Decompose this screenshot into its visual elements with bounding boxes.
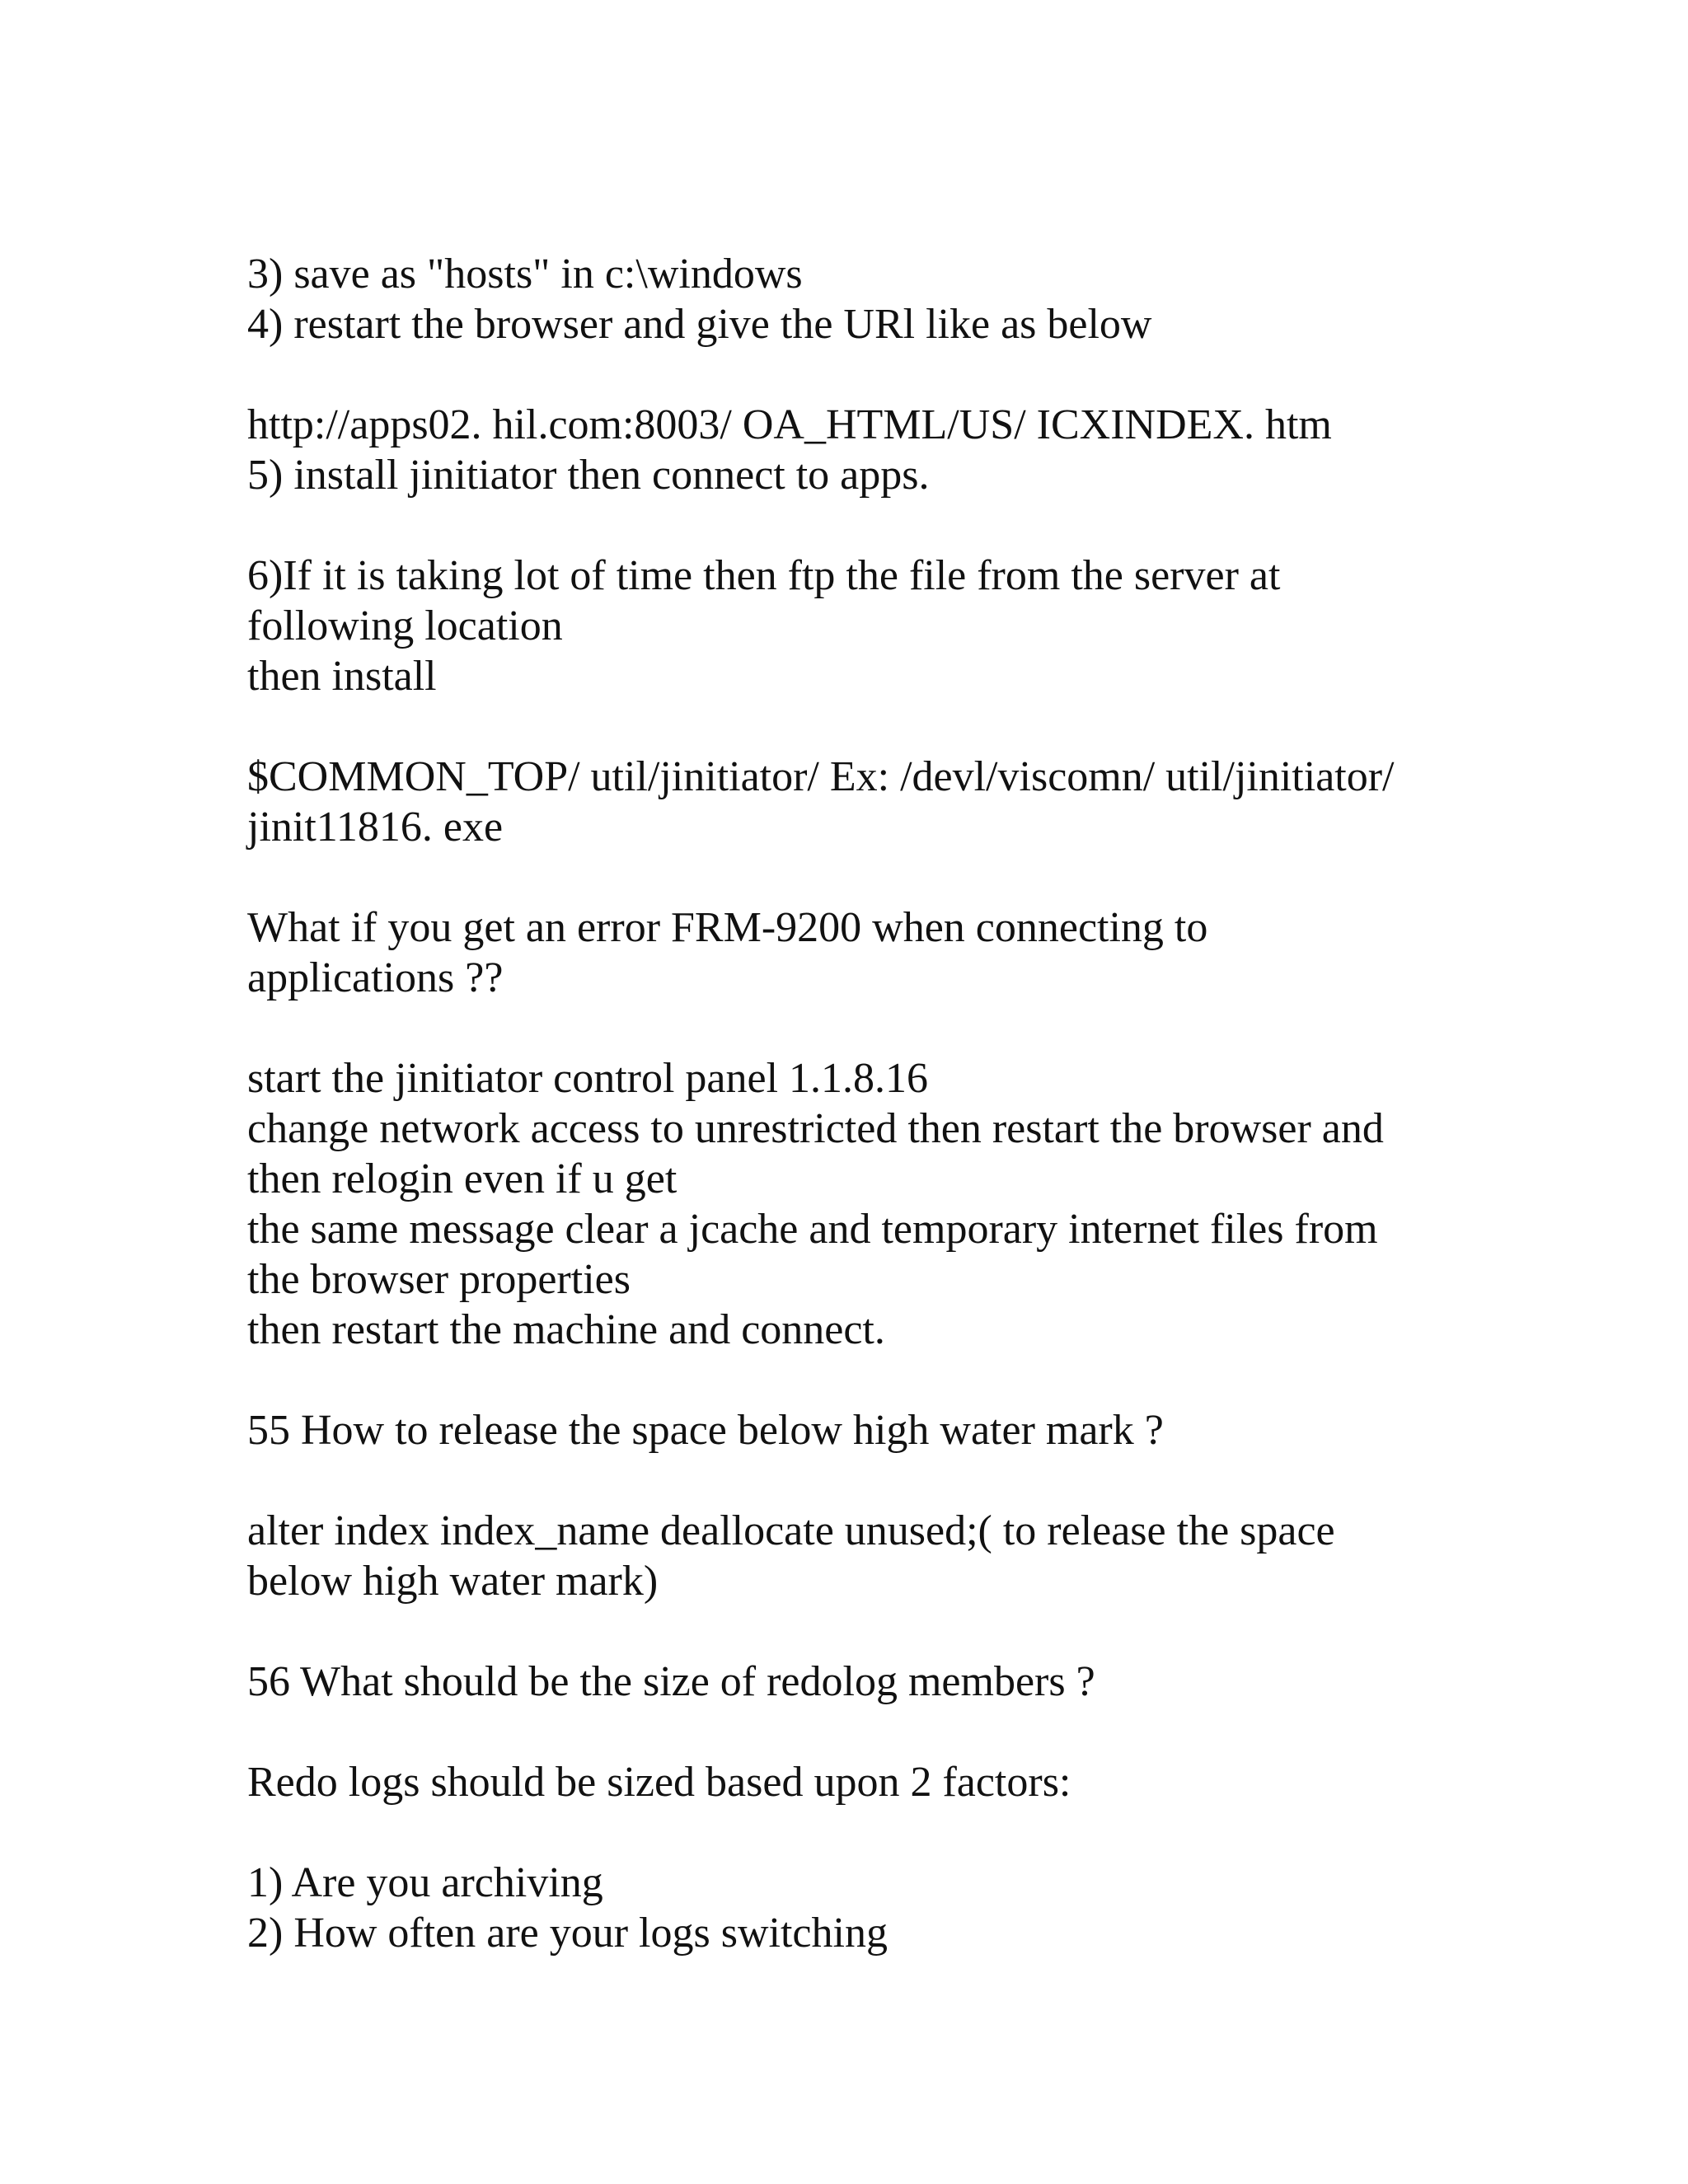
step-6-line-1: 6)If it is taking lot of time then ftp the file from the server at — [247, 552, 1281, 599]
blank-line — [247, 1355, 1484, 1405]
step-3-save-hosts: 3) save as "hosts" in c:\windows — [247, 251, 803, 298]
blank-line — [247, 1003, 1484, 1053]
frm-answer-line-2: change network access to unrestricted then restart the browser and — [247, 1105, 1384, 1152]
question-56: 56 What should be the size of redolog members ? — [247, 1658, 1095, 1705]
blank-line — [247, 852, 1484, 902]
blank-line — [247, 349, 1484, 400]
answer-56-factor-1: 1) Are you archiving — [247, 1859, 603, 1906]
step-6-line-3: then install — [247, 653, 437, 700]
question-55: 55 How to release the space below high water mark ? — [247, 1407, 1164, 1454]
step-6-line-2: following location — [247, 602, 563, 649]
step-4-restart-browser: 4) restart the browser and give the URl like as below — [247, 301, 1152, 348]
step-5-install-jinitiator: 5) install jinitiator then connect to apps. — [247, 452, 930, 499]
frm-error-question-line-2: applications ?? — [247, 954, 504, 1001]
answer-56-factor-2: 2) How often are your logs switching — [247, 1910, 888, 1957]
answer-55-line-1: alter index index_name deallocate unused;( to release the space — [247, 1507, 1335, 1554]
blank-line — [247, 1606, 1484, 1657]
blank-line — [247, 1807, 1484, 1858]
blank-line — [247, 1455, 1484, 1506]
blank-line — [247, 1707, 1484, 1757]
answer-56-intro: Redo logs should be sized based upon 2 factors: — [247, 1759, 1071, 1806]
frm-answer-line-5: the browser properties — [247, 1256, 631, 1303]
frm-answer-line-4: the same message clear a jcache and temporary internet files from — [247, 1206, 1378, 1253]
blank-line — [247, 500, 1484, 551]
jinitiator-path-line-1: $COMMON_TOP/ util/jinitiator/ Ex: /devl/viscomn/ util/jinitiator/ — [247, 753, 1395, 800]
frm-answer-line-3: then relogin even if u get — [247, 1155, 678, 1202]
answer-55-line-2: below high water mark) — [247, 1558, 659, 1605]
jinitiator-path-line-2: jinit11816. exe — [247, 804, 504, 851]
frm-error-question-line-1: What if you get an error FRM-9200 when connecting to — [247, 904, 1208, 951]
frm-answer-line-6: then restart the machine and connect. — [247, 1306, 885, 1353]
blank-line — [247, 701, 1484, 752]
apps-url: http://apps02. hil.com:8003/ OA_HTML/US/ ICXINDEX. htm — [247, 401, 1332, 448]
frm-answer-line-1: start the jinitiator control panel 1.1.8.16 — [247, 1055, 929, 1102]
document-body — [247, 249, 1484, 1958]
